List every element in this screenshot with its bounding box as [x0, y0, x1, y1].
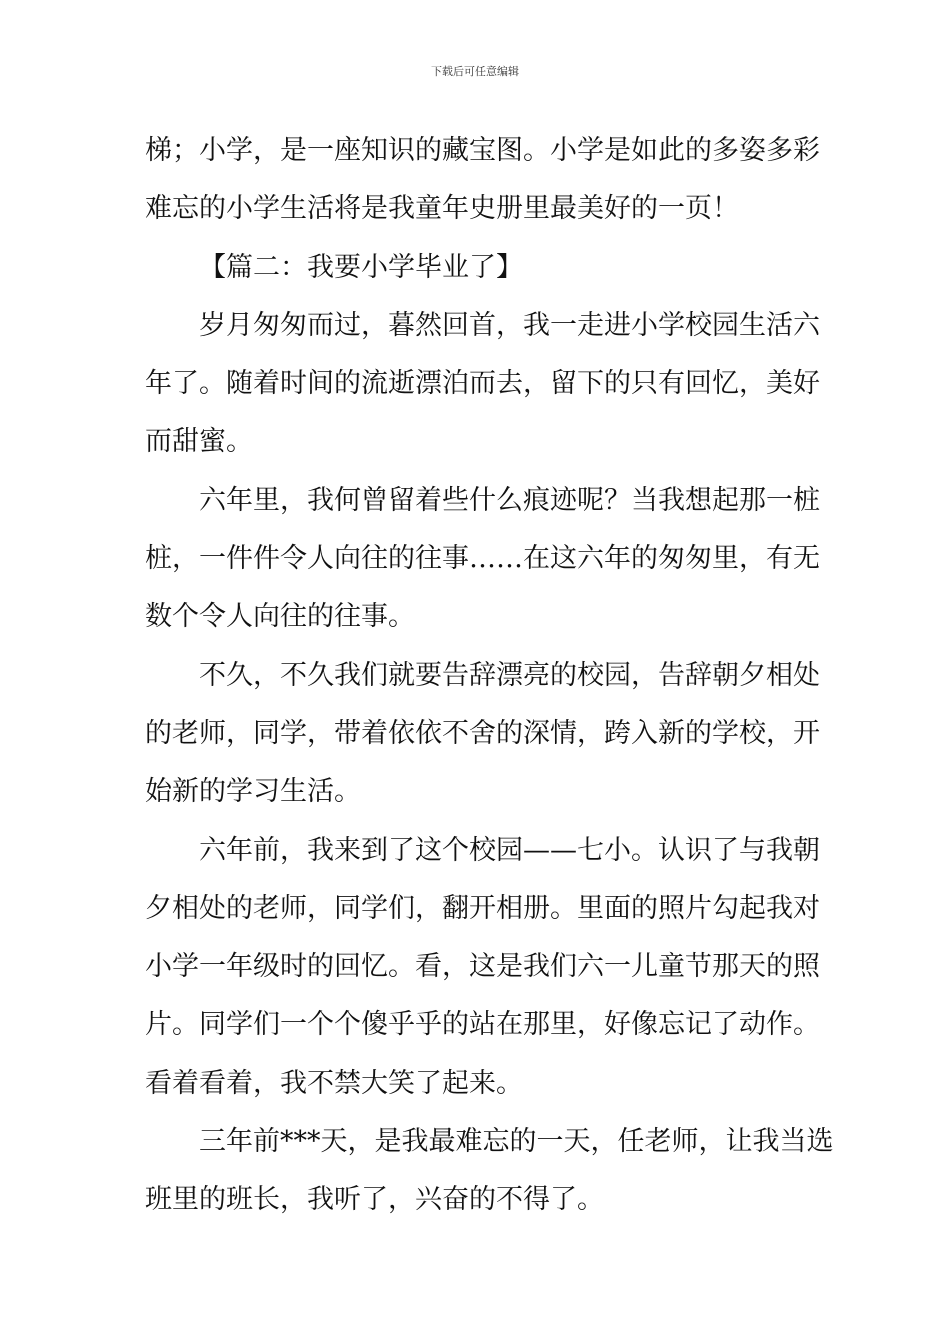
text-line: 桩，一件件令人向往的往事……在这六年的匆匆里，有无 — [145, 543, 820, 575]
page-header: 下载后可任意编辑 — [431, 65, 519, 78]
text-line: 岁月匆匆而过，暮然回首，我一走进小学校园生活六 — [199, 309, 820, 341]
text-line: 六年里，我何曾留着些什么痕迹呢？当我想起那一桩 — [199, 484, 820, 516]
text-line: 始新的学习生活。 — [145, 776, 361, 808]
text-line: 小学一年级时的回忆。看，这是我们六一儿童节那天的照 — [145, 951, 820, 983]
text-line: 六年前，我来到了这个校园——七小。认识了与我朝 — [199, 834, 820, 866]
text-line: 不久，不久我们就要告辞漂亮的校园，告辞朝夕相处 — [199, 659, 820, 691]
text-line: 而甜蜜。 — [145, 426, 253, 458]
text-line: 数个令人向往的往事。 — [145, 601, 415, 633]
section-heading: 【篇二：我要小学毕业了】 — [199, 251, 523, 283]
text-line: 年了。随着时间的流逝漂泊而去，留下的只有回忆，美好 — [145, 368, 820, 400]
text-line: 难忘的小学生活将是我童年史册里最美好的一页！ — [145, 193, 739, 225]
text-line: 的老师，同学，带着依依不舍的深情，跨入新的学校，开 — [145, 717, 820, 749]
text-line: 三年前***天，是我最难忘的一天，任老师，让我当选 — [199, 1126, 834, 1158]
text-line: 看着看着，我不禁大笑了起来。 — [145, 1067, 523, 1099]
text-line: 梯；小学，是一座知识的藏宝图。小学是如此的多姿多彩 — [145, 135, 820, 166]
document-body — [145, 122, 834, 1230]
text-line: 夕相处的老师，同学们，翻开相册。里面的照片勾起我对 — [145, 892, 820, 924]
text-line: 片。同学们一个个傻乎乎的站在那里，好像忘记了动作。 — [145, 1009, 820, 1041]
text-line: 班里的班长，我听了，兴奋的不得了。 — [145, 1184, 604, 1216]
